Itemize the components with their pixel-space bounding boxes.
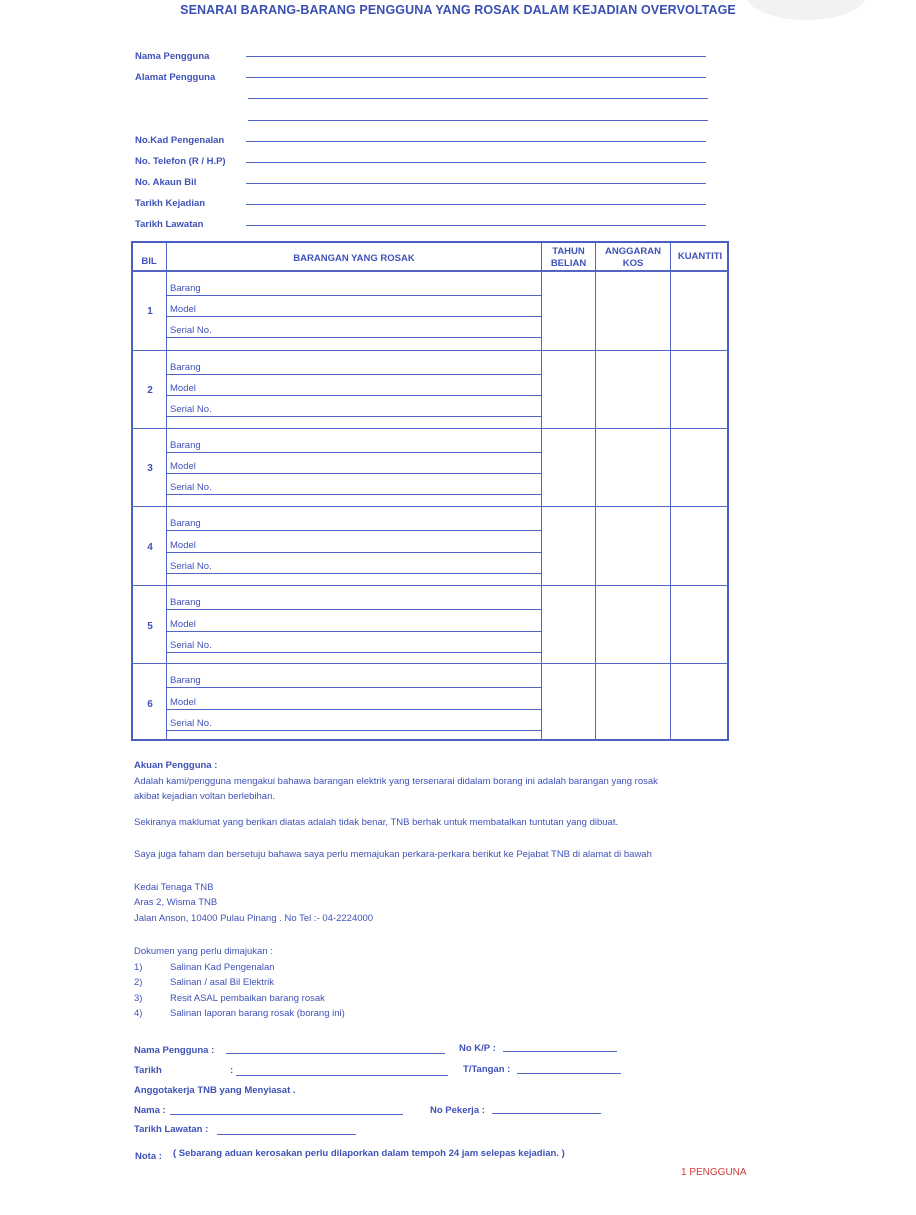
declaration-paragraph-3: Saya juga faham dan bersetuju bahawa saya perlu memajukan perkara-perkara berikut ke Pejabat TNB di alamat di bawah: [134, 849, 652, 860]
declaration-heading: Akuan Pengguna :: [134, 760, 218, 771]
row-field-model: Model: [170, 383, 196, 394]
row-field-serial: Serial No.: [170, 325, 212, 336]
row-number: 3: [147, 463, 153, 474]
row-field-barang: Barang: [170, 675, 201, 686]
input-nama-pengguna[interactable]: [246, 56, 706, 57]
label-no-telefon: No. Telefon (R / H.P): [135, 156, 226, 167]
row-field-serial: Serial No.: [170, 640, 212, 651]
row-input-model[interactable]: [166, 473, 541, 474]
row-input-barang[interactable]: [166, 374, 541, 375]
declaration-paragraph-2: Sekiranya maklumat yang berikan diatas adalah tidak benar, TNB berhak untuk membatalkan tuntutan yang dibuat.: [134, 817, 619, 828]
row-number: 6: [147, 699, 153, 710]
row-input-serial[interactable]: [166, 730, 541, 731]
document-item: Resit ASAL pembaikan barang rosak: [170, 993, 325, 1004]
row-divider: [132, 663, 728, 664]
header-bil: BIL: [141, 256, 157, 267]
row-field-serial: Serial No.: [170, 482, 212, 493]
row-field-model: Model: [170, 461, 196, 472]
row-field-serial: Serial No.: [170, 404, 212, 415]
row-field-barang: Barang: [170, 597, 201, 608]
documents-heading: Dokumen yang perlu dimajukan :: [134, 946, 273, 957]
label-no-pekerja: No Pekerja :: [430, 1105, 485, 1116]
label-signoff-nama-pengguna: Nama Pengguna :: [134, 1045, 215, 1056]
note-label: Nota :: [135, 1151, 162, 1162]
row-divider: [132, 585, 728, 586]
header-anggaran-line2: KOS: [622, 258, 644, 269]
row-number: 1: [147, 306, 153, 317]
row-input-barang[interactable]: [166, 530, 541, 531]
document-item: Salinan Kad Pengenalan: [170, 962, 275, 973]
row-input-barang[interactable]: [166, 452, 541, 453]
row-field-barang: Barang: [170, 518, 201, 529]
row-field-serial: Serial No.: [170, 561, 212, 572]
row-input-model[interactable]: [166, 631, 541, 632]
input-alamat-line-2[interactable]: [248, 98, 708, 99]
label-t-tangan: T/Tangan :: [463, 1064, 511, 1075]
row-input-barang[interactable]: [166, 295, 541, 296]
input-alamat-line-1[interactable]: [246, 77, 706, 78]
document-number: 4): [134, 1008, 143, 1019]
header-barangan: BARANGAN YANG ROSAK: [293, 253, 415, 264]
row-input-model[interactable]: [166, 552, 541, 553]
row-input-serial[interactable]: [166, 494, 541, 495]
input-alamat-line-3[interactable]: [248, 120, 708, 121]
row-field-model: Model: [170, 304, 196, 315]
label-no-kp: No K/P :: [459, 1043, 496, 1054]
row-divider: [132, 506, 728, 507]
document-item: Salinan / asal Bil Elektrik: [170, 977, 275, 988]
declaration-paragraph-1-line-1: Adalah kami/pengguna mengakui bahawa barangan elektrik yang tersenarai didalam borang ini adalah barangan yang rosak: [134, 776, 658, 787]
input-tarikh-kejadian[interactable]: [246, 204, 706, 205]
table-header-divider: [132, 270, 728, 272]
row-input-model[interactable]: [166, 709, 541, 710]
row-divider: [132, 428, 728, 429]
input-no-pekerja[interactable]: [492, 1113, 601, 1114]
input-t-tangan[interactable]: [517, 1073, 621, 1074]
input-no-telefon[interactable]: [246, 162, 706, 163]
input-no-kad-pengenalan[interactable]: [246, 141, 706, 142]
input-tarikh-lawatan[interactable]: [246, 225, 706, 226]
input-signoff-nama-pengguna[interactable]: [226, 1053, 445, 1054]
address-line-2: Aras 2, Wisma TNB: [134, 897, 218, 908]
header-anggaran-line1: ANGGARAN: [605, 246, 661, 257]
input-officer-nama[interactable]: [170, 1114, 403, 1115]
row-input-barang[interactable]: [166, 609, 541, 610]
header-tahun-line2: BELIAN: [550, 258, 587, 269]
row-number: 2: [147, 385, 153, 396]
row-field-serial: Serial No.: [170, 718, 212, 729]
row-input-serial[interactable]: [166, 652, 541, 653]
header-kuantiti: KUANTITI: [677, 251, 723, 262]
row-field-barang: Barang: [170, 283, 201, 294]
row-field-model: Model: [170, 697, 196, 708]
row-number: 4: [147, 542, 153, 553]
row-input-model[interactable]: [166, 395, 541, 396]
input-signoff-tarikh[interactable]: [236, 1075, 448, 1076]
address-line-1: Kedai Tenaga TNB: [134, 882, 214, 893]
label-signoff-tarikh: Tarikh: [134, 1065, 162, 1076]
row-input-serial[interactable]: [166, 573, 541, 574]
header-tahun-line1: TAHUN: [552, 246, 585, 257]
row-number: 5: [147, 621, 153, 632]
officer-heading: Anggotakerja TNB yang Menyiasat .: [134, 1085, 296, 1096]
label-alamat-pengguna: Alamat Pengguna: [135, 72, 216, 83]
input-no-akaun-bil[interactable]: [246, 183, 706, 184]
row-input-barang[interactable]: [166, 687, 541, 688]
row-field-model: Model: [170, 540, 196, 551]
label-no-akaun-bil: No. Akaun Bil: [135, 177, 197, 188]
form-title: SENARAI BARANG-BARANG PENGGUNA YANG ROSAK DALAM KEJADIAN OVERVOLTAGE: [180, 3, 736, 17]
copy-designation: 1 PENGGUNA: [681, 1167, 747, 1178]
label-no-kad-pengenalan: No.Kad Pengenalan: [135, 135, 225, 146]
input-no-kp[interactable]: [503, 1051, 617, 1052]
row-field-barang: Barang: [170, 440, 201, 451]
col-divider-year: [595, 242, 596, 740]
col-divider-item: [541, 242, 542, 740]
row-field-model: Model: [170, 619, 196, 630]
row-input-serial[interactable]: [166, 337, 541, 338]
label-nama-pengguna: Nama Pengguna: [135, 51, 210, 62]
row-divider: [132, 350, 728, 351]
row-input-serial[interactable]: [166, 416, 541, 417]
document-number: 3): [134, 993, 143, 1004]
declaration-paragraph-1-line-2: akibat kejadian voltan berlebihan.: [134, 791, 276, 802]
label-tarikh-lawatan: Tarikh Lawatan: [135, 219, 204, 230]
label-signoff-tarikh-colon: :: [230, 1065, 234, 1076]
label-officer-nama: Nama :: [134, 1105, 166, 1116]
document-number: 2): [134, 977, 143, 988]
document-number: 1): [134, 962, 143, 973]
row-input-model[interactable]: [166, 316, 541, 317]
row-field-barang: Barang: [170, 362, 201, 373]
input-officer-tarikh-lawatan[interactable]: [217, 1134, 356, 1135]
label-tarikh-kejadian: Tarikh Kejadian: [135, 198, 206, 209]
document-item: Salinan laporan barang rosak (borang ini): [170, 1008, 345, 1019]
col-divider-cost: [670, 242, 671, 740]
note-text: ( Sebarang aduan kerosakan perlu dilaporkan dalam tempoh 24 jam selepas kejadian. ): [173, 1148, 565, 1159]
label-officer-tarikh-lawatan: Tarikh Lawatan :: [134, 1124, 209, 1135]
address-line-3: Jalan Anson, 10400 Pulau Pinang . No Tel :- 04-2224000: [134, 913, 374, 924]
